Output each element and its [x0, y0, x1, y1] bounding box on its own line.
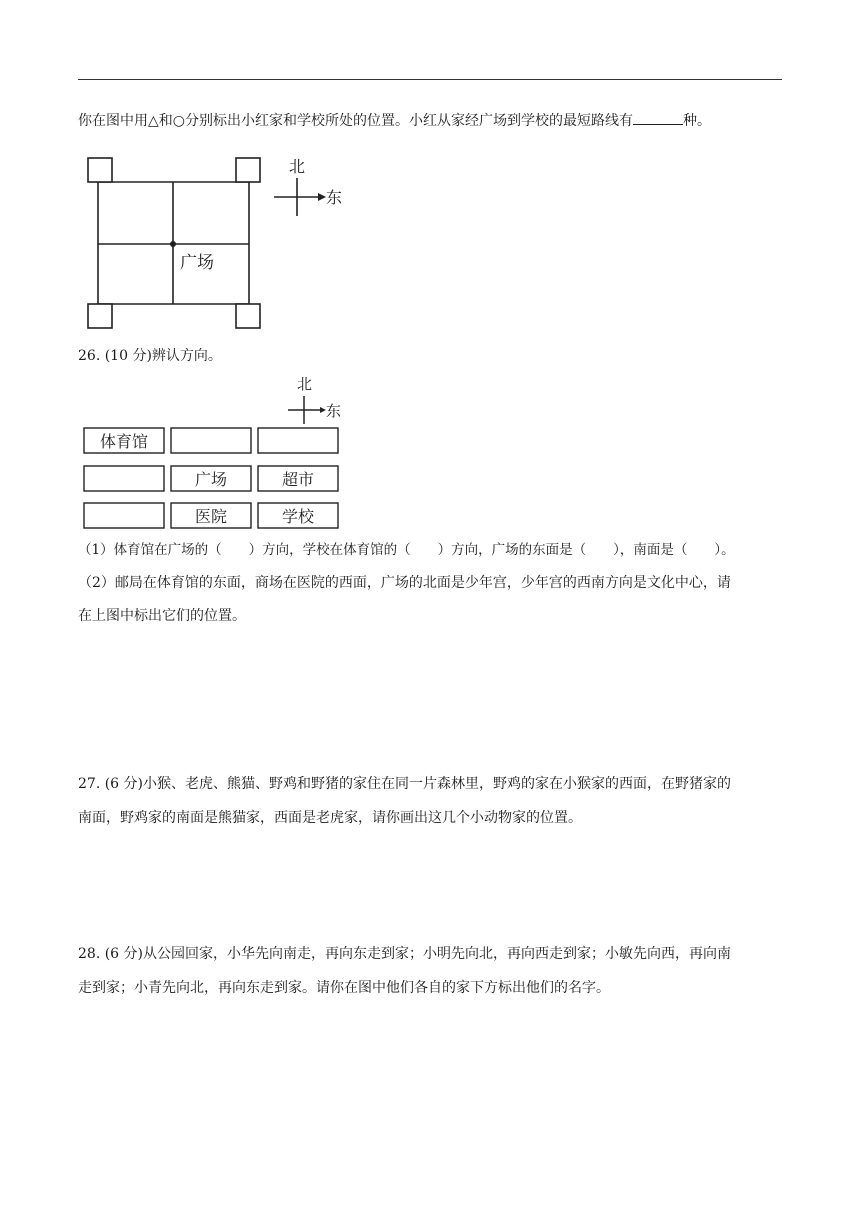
- q25-text: [78, 110, 784, 131]
- square-label: 广场: [180, 253, 214, 273]
- q28-line2: 走到家；小青先向北，再向东走到家。请你在图中他们各自的家下方标出他们的名字。: [78, 980, 610, 996]
- corner-house-nw: [88, 158, 112, 182]
- answer-blank[interactable]: [633, 110, 683, 125]
- square-dot: [170, 241, 176, 247]
- grid-cell: [84, 503, 164, 528]
- east-arrow-icon: [318, 193, 326, 201]
- q25-line: 你在图中用△和○分别标出小红家和学校所处的位置。小红从家经广场到学校的最短路线有: [78, 113, 633, 129]
- q26-compass: [282, 372, 352, 428]
- q25-after-blank: 种。: [682, 113, 711, 129]
- grid-label-gym: 体育馆: [99, 432, 149, 451]
- grid-cell: [84, 466, 164, 491]
- q26-block-grid: [82, 426, 344, 530]
- compass-north-label: 北: [297, 375, 313, 393]
- grid-cell: [171, 428, 251, 453]
- q25-road-map: [84, 150, 264, 334]
- q26-sub2-line2: 在上图中标出它们的位置。: [78, 608, 246, 624]
- grid-label-school: 学校: [281, 507, 315, 526]
- grid-label-hospital: 医院: [194, 507, 228, 526]
- q26-sub2-line1: （2）邮局在体育馆的东面，商场在医院的西面，广场的北面是少年宫，少年宫的西南方向是文化中心，请: [78, 575, 731, 591]
- q26-header: 26. (10 分)辨认方向。: [78, 348, 222, 364]
- grid-label-square: 广场: [194, 470, 228, 489]
- q27-line2: 南面，野鸡家的南面是熊猫家，西面是老虎家，请你画出这几个小动物家的位置。: [78, 810, 582, 826]
- corner-house-sw: [88, 304, 112, 328]
- q28-line1: 28. (6 分)从公园回家，小华先向南走，再向东走到家；小明先向北，再向西走到家；小敏先向西，再向南: [78, 946, 731, 962]
- compass-north-label: 北: [289, 157, 306, 176]
- corner-house-ne: [236, 158, 260, 182]
- compass-east-label: 东: [326, 188, 343, 207]
- header-rule: [78, 79, 782, 80]
- grid-cell: [258, 428, 338, 453]
- corner-house-se: [236, 304, 260, 328]
- q27-line1: 27. (6 分)小猴、老虎、熊猫、野鸡和野猪的家住在同一片森林里，野鸡的家在小猴家的西面，在野猪家的: [78, 776, 731, 792]
- q25-compass: [270, 150, 345, 222]
- compass-east-label: 东: [326, 402, 342, 420]
- q26-sub1: （1）体育馆在广场的（ ）方向，学校在体育馆的（ ）方向，广场的东面是（ ），南面是（ ）。: [78, 542, 735, 558]
- grid-label-supermarket: 超市: [281, 470, 315, 489]
